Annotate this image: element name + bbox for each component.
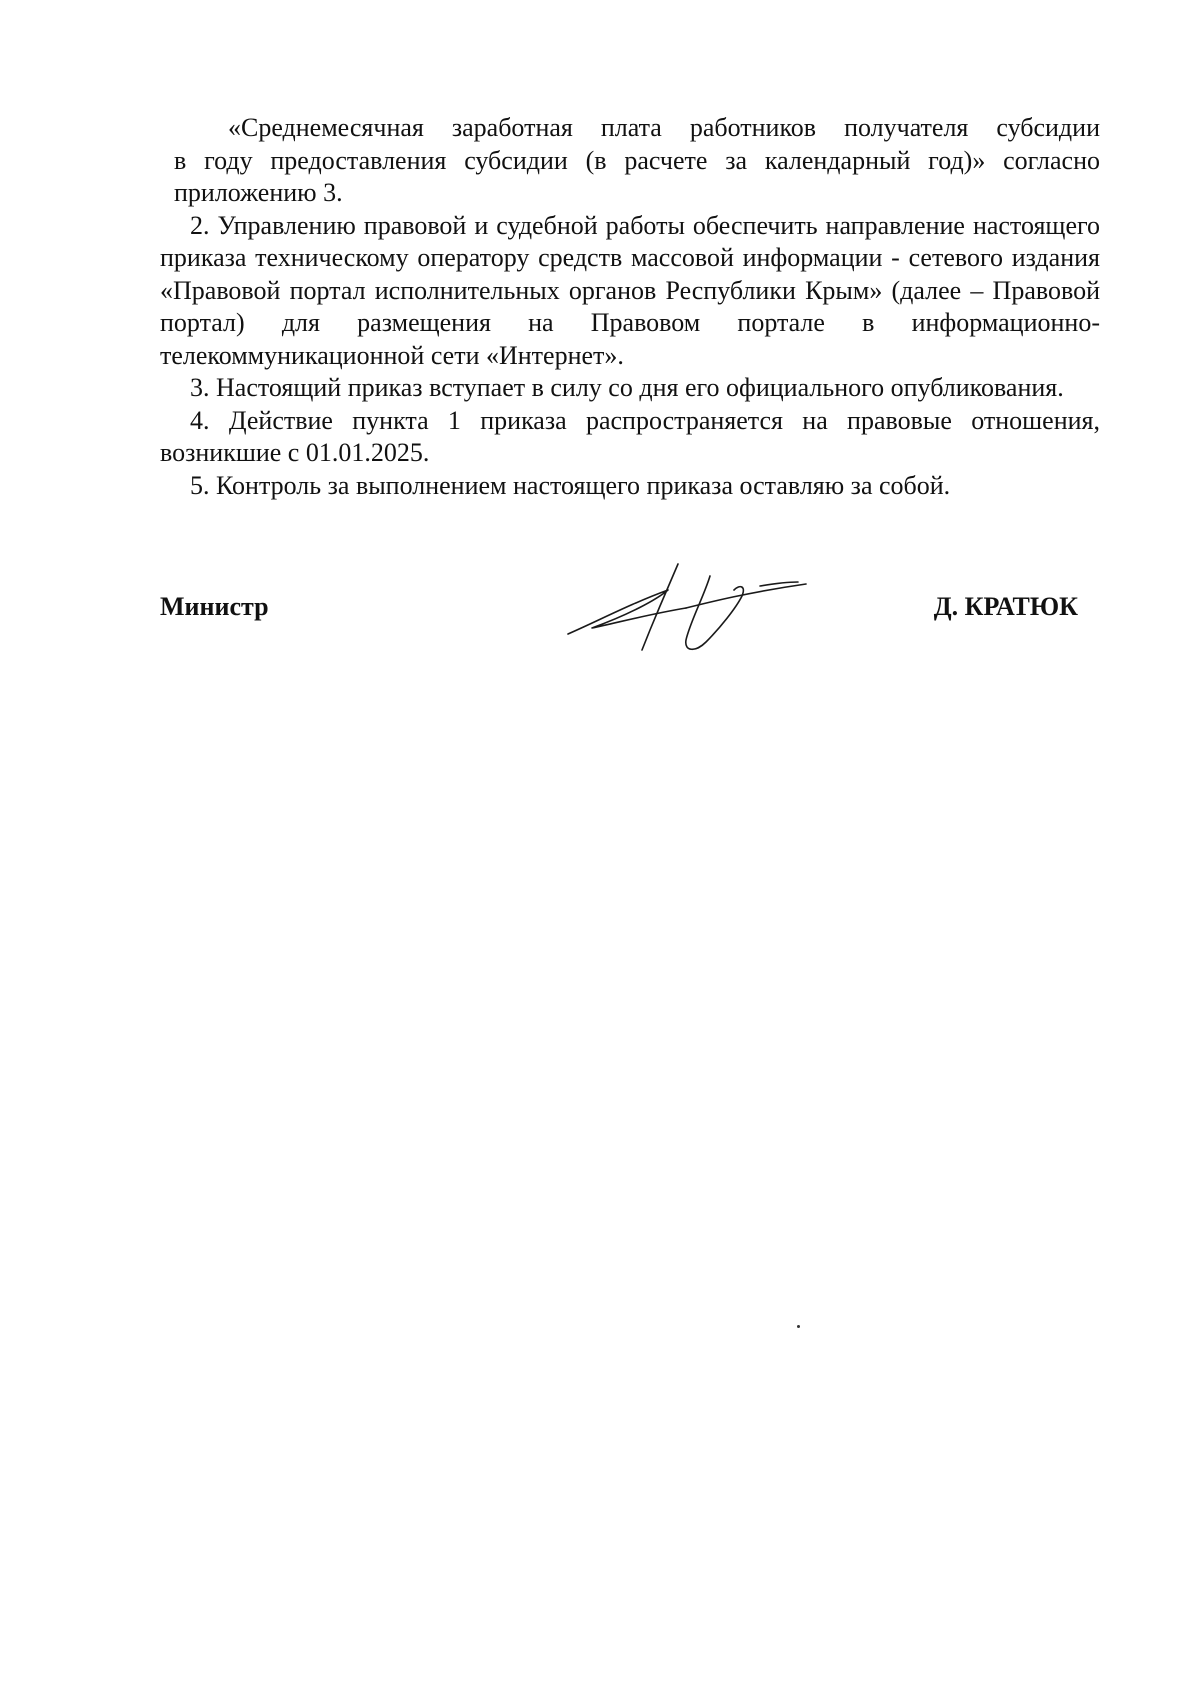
paragraph-continuation: [160, 112, 1100, 210]
paragraph-continuation-first-line: «Среднемесячная заработная плата работников получателя субсидии: [228, 113, 1100, 142]
handwritten-signature: [560, 556, 840, 666]
list-item-4: 4. Действие пункта 1 приказа распространяется на правовые отношения, возникшие с 01.01.2025.: [160, 405, 1100, 467]
signatory-title: Министр: [160, 592, 269, 621]
document-body: [160, 112, 1100, 502]
paragraph-continuation-rest: в году предоставления субсидии (в расчете за календарный год)» согласно приложению 3.: [174, 145, 1100, 207]
list-item-2: 2. Управлению правовой и судебной работы обеспечить направление настоящего приказа техническому оператору средств массовой информации - сетевого издания «Правовой портал исполнительных органов Республики Крым» (далее – Правовой портал) для размещения на Правовом портале в информационно-телекоммуникационной сети «Интернет».: [160, 210, 1100, 370]
list-item-5: 5. Контроль за выполнением настоящего приказа оставляю за собой.: [190, 470, 951, 500]
signatory-name: Д. КРАТЮК: [933, 592, 1078, 621]
scan-speck: [797, 1325, 800, 1328]
list-item-3: 3. Настоящий приказ вступает в силу со дня его официального опубликования.: [190, 373, 1064, 402]
